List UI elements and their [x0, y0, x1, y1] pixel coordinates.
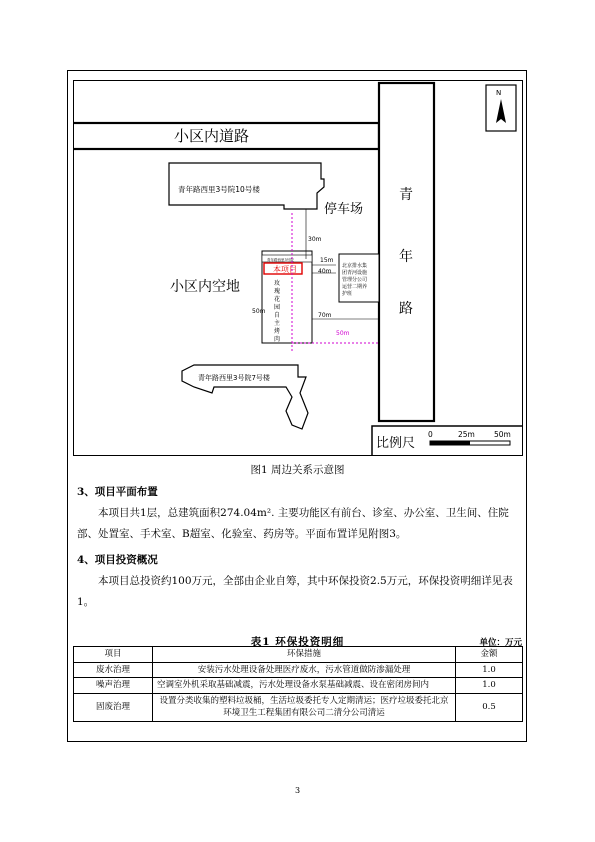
- section-3-body: 本项目共1层，总建筑面积274.04m². 主要功能区有前台、诊室、办公室、卫生间、住院部、处置室、手术室、B超室、化验室、药房等。平面布置详见附图3。: [77, 507, 509, 540]
- main-road-char-2: 年: [399, 249, 413, 265]
- row-amount: 0.5: [456, 693, 523, 721]
- strip-char-3: 花: [274, 296, 281, 303]
- strip-char-6: 主: [274, 320, 281, 327]
- building-10-label: 青年路西里3号院10号楼: [178, 185, 260, 194]
- row-amount: 1.0: [456, 662, 523, 678]
- scale-bar-half: [430, 441, 470, 445]
- water-station-line-4: 运营二期养: [342, 284, 368, 290]
- row-measure: 空调室外机采取基础减震，污水处理设备水泵基础减震、设在密闭房间内: [153, 678, 456, 694]
- header-item: 项目: [74, 647, 153, 663]
- site-map: [73, 80, 523, 456]
- table-row: [74, 662, 523, 678]
- water-station-line-2: 团青河设施: [342, 270, 368, 276]
- section-4-body: 本项目总投资约100万元，全部由企业自筹，其中环保投资2.5万元，环保投资明细详见表1。: [77, 575, 513, 608]
- inner-road-label: 小区内道路: [174, 127, 250, 145]
- row-item: 固废治理: [74, 693, 153, 721]
- water-station-line-5: 护班: [342, 291, 353, 297]
- water-station-line-1: 北京排水集: [342, 263, 368, 269]
- table-row: [74, 678, 523, 694]
- project-label: 本项目: [273, 265, 297, 274]
- water-station-line-3: 管理分公司: [342, 277, 368, 283]
- dim-70m: 70m: [318, 312, 332, 319]
- building-7-label: 青年路西里3号院7号楼: [198, 374, 270, 382]
- strip-char-2: 瑰: [274, 288, 281, 295]
- dim-30m: 30m: [308, 236, 322, 243]
- row-measure: 安装污水处理设备处理医疗废水，污水管道做防渗漏处理: [153, 662, 456, 678]
- investment-table: [73, 646, 523, 722]
- parking-label: 停车场: [324, 202, 364, 217]
- section-4-heading: 4、项目投资概况: [77, 554, 158, 566]
- section-3-heading: 3、项目平面布置: [77, 486, 158, 498]
- table-row: [74, 693, 523, 721]
- header-measure: 环保措施: [153, 647, 456, 663]
- row-amount: 1.0: [456, 678, 523, 694]
- figure-caption: 图1 周边关系示意图: [250, 464, 345, 476]
- header-amount: 金额: [456, 647, 523, 663]
- scale-tick-50: 50m: [494, 430, 511, 439]
- scale-tick-0: 0: [428, 430, 433, 439]
- strip-char-5: 自: [274, 312, 281, 319]
- scale-tick-25: 25m: [458, 430, 475, 439]
- row-item: 废水治理: [74, 662, 153, 678]
- north-label: N: [496, 89, 502, 97]
- table-title: 表1 环保投资明细: [250, 636, 345, 648]
- row-measure: 设置分类收集的塑料垃圾桶，生活垃圾委托专人定期清运；医疗垃圾委托北京环境卫生工程集团有限公司二清分公司清运: [153, 693, 456, 721]
- strip-top-label: 青年路西里3号院: [267, 258, 294, 262]
- dim-40m: 40m: [318, 268, 332, 275]
- strip-char-4: 园: [274, 304, 281, 311]
- dim-50m: 50m: [252, 308, 266, 315]
- site-map-drawing: [74, 81, 523, 456]
- scale-label: 比例尺: [376, 436, 416, 451]
- table-header-row: [74, 647, 523, 663]
- strip-char-7: 烤: [274, 328, 281, 335]
- dim-50m-magenta: 50m: [336, 330, 350, 337]
- open-space-label: 小区内空地: [170, 279, 240, 295]
- strip-char-8: 肉: [274, 336, 281, 343]
- table-unit: 单位：万元: [479, 638, 522, 648]
- page-number: 3: [294, 786, 301, 795]
- main-road-char-3: 路: [399, 301, 413, 317]
- row-item: 噪声治理: [74, 678, 153, 694]
- main-road-char-1: 青: [399, 187, 413, 203]
- strip-char-1: 玫: [274, 280, 281, 287]
- dim-15m: 15m: [320, 257, 334, 264]
